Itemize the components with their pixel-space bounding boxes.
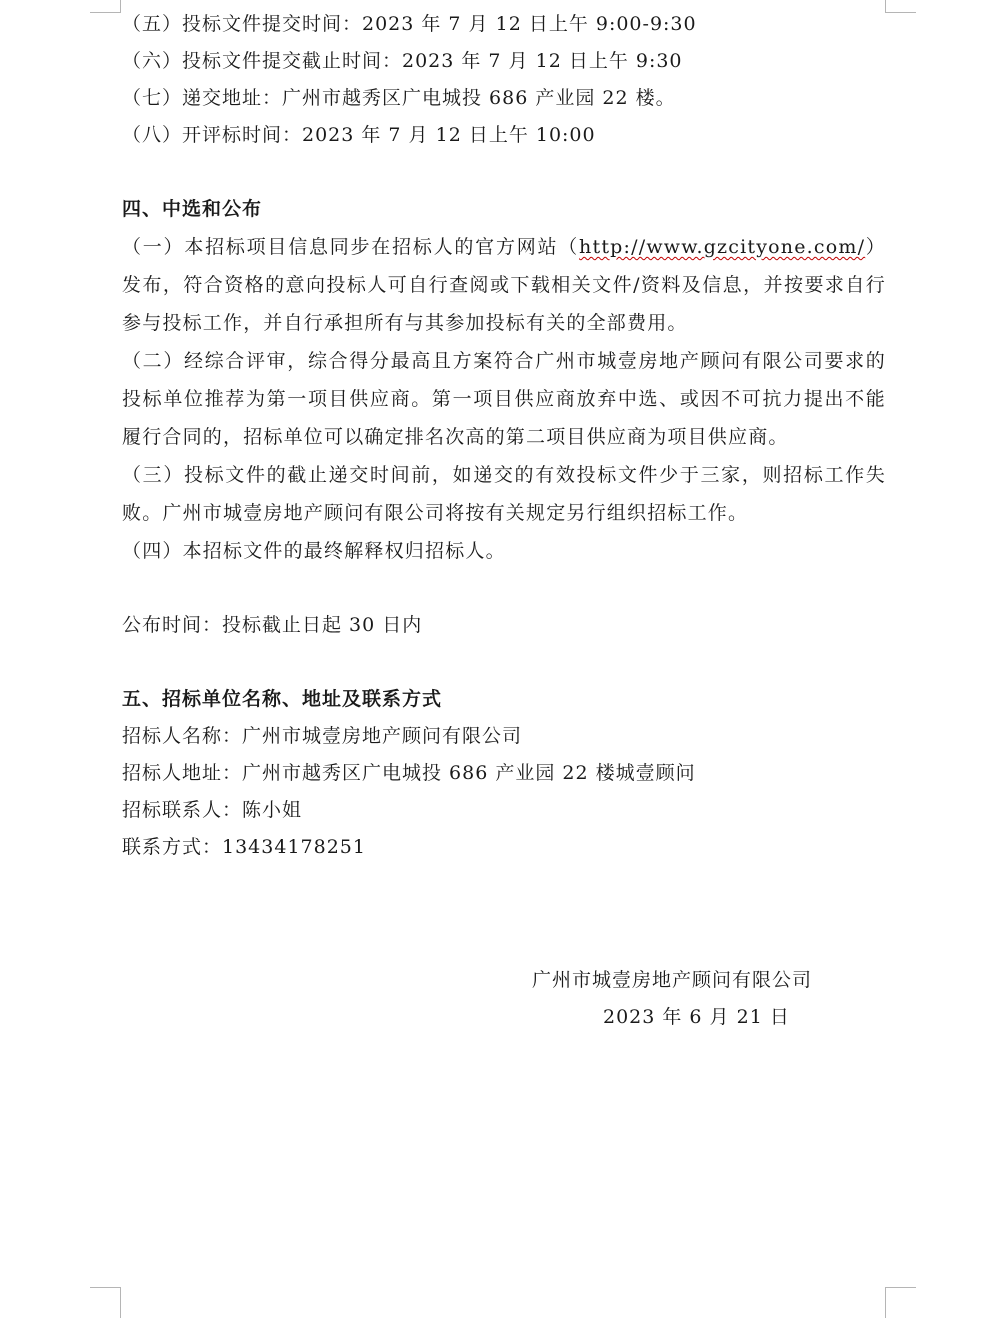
crop-mark-top-right — [885, 0, 916, 13]
section-heading-selection: 四、中选和公布 — [122, 198, 263, 220]
crop-mark-bottom-right — [885, 1287, 916, 1318]
section4-item-3: （三）投标文件的截止递交时间前，如递交的有效投标文件少于三家，则招标工作失败。广州市城壹房地产顾问有限公司将按有关规定另行组织招标工作。 — [122, 464, 886, 524]
section-heading-contact: 五、招标单位名称、地址及联系方式 — [122, 688, 443, 710]
tenderer-name: 招标人名称：广州市城壹房地产顾问有限公司 — [122, 725, 523, 747]
tenderer-address: 招标人地址：广州市越秀区广电城投 686 产业园 22 楼城壹顾问 — [122, 762, 696, 784]
schedule-item-address: （七）递交地址：广州市越秀区广电城投 686 产业园 22 楼。 — [122, 87, 676, 109]
tenderer-phone: 联系方式：13434178251 — [122, 836, 366, 858]
official-website-link[interactable]: http://www.gzcityone.com/ — [579, 236, 866, 258]
item1-prefix: （一）本招标项目信息同步在招标人的官方网站（ — [122, 236, 580, 258]
crop-mark-bottom-left — [90, 1287, 121, 1318]
publish-time: 公布时间：投标截止日起 30 日内 — [122, 614, 423, 636]
tenderer-contact-person: 招标联系人：陈小姐 — [122, 799, 303, 821]
signature-date: 2023 年 6 月 21 日 — [603, 1006, 790, 1028]
spacer — [122, 154, 886, 191]
schedule-item-submit-time: （五）投标文件提交时间：2023 年 7 月 12 日上午 9:00-9:30 — [122, 13, 697, 35]
spacer — [122, 570, 886, 607]
document-body — [122, 6, 886, 866]
signature-company: 广州市城壹房地产顾问有限公司 — [532, 969, 813, 991]
section4-item-2: （二）经综合评审，综合得分最高且方案符合广州市城壹房地产顾问有限公司要求的投标单位推荐为第一项目供应商。第一项目供应商放弃中选、或因不可抗力提出不能履行合同的，招标单位可以确定排名次高的第二项目供应商为项目供应商。 — [122, 350, 886, 448]
schedule-item-deadline: （六）投标文件提交截止时间：2023 年 7 月 12 日上午 9:30 — [122, 50, 683, 72]
spacer — [122, 644, 886, 681]
schedule-item-evaluation-time: （八）开评标时间：2023 年 7 月 12 日上午 10:00 — [122, 124, 596, 146]
crop-mark-top-left — [90, 0, 121, 13]
item1-suffix: ）发布，符合资格的意向投标人可自行查阅或下载相关文件/资料及信息，并按要求自行参与投标工作，并自行承担所有与其参加投标有关的全部费用。 — [122, 236, 886, 334]
section4-item-1 — [122, 228, 886, 342]
section4-item-4: （四）本招标文件的最终解释权归招标人。 — [122, 540, 506, 562]
